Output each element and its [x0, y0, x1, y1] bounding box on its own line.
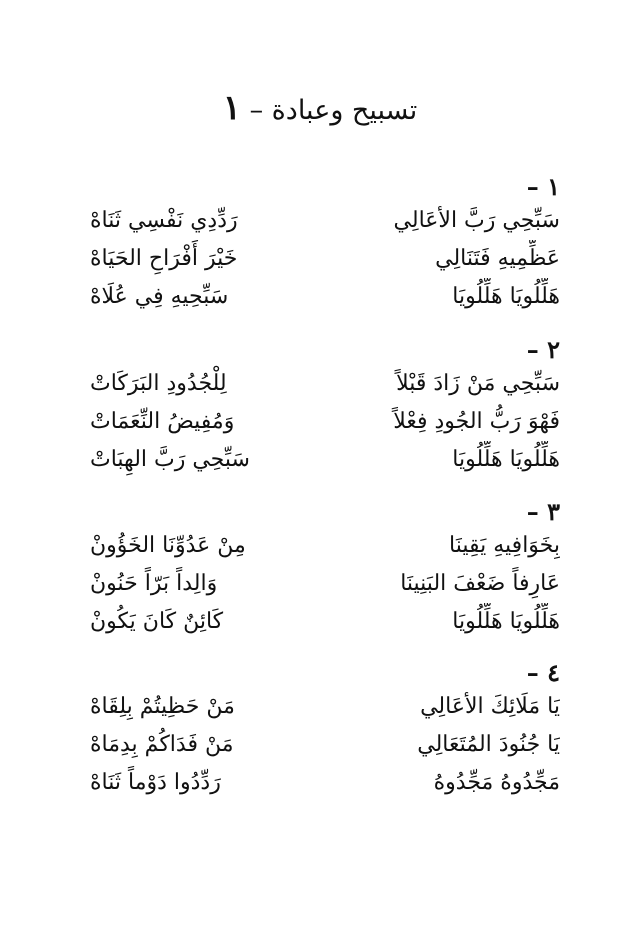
- verse-line: [90, 565, 560, 603]
- stanza-number: ٢ –: [526, 335, 560, 364]
- verse-first-hemistich: سَبِّحِي رَبَّ الأعَالِي: [393, 208, 560, 233]
- verse-line: [90, 365, 560, 403]
- verse-second-hemistich: خَيْرَ أَفْرَاحِ الحَيَاهْ: [90, 246, 238, 271]
- stanza-2: [90, 335, 560, 479]
- verse-second-hemistich: وَالِداً بَرّاً حَنُونْ: [90, 571, 218, 596]
- verse-first-hemistich: هَلِّلُويَا هَلِّلُويَا: [452, 284, 560, 309]
- verse-second-hemistich: لِلْجُدُودِ البَرَكَاتْ: [90, 371, 227, 396]
- verse-first-hemistich: بِخَوَافِيهِ يَقِينَا: [449, 533, 560, 558]
- verse-second-hemistich: رَدِّدِي نَفْسِي ثَنَاهْ: [90, 208, 238, 233]
- verse-line: [90, 441, 560, 479]
- stanza-4: [90, 658, 560, 802]
- verse-line: [90, 688, 560, 726]
- verse-first-hemistich: يَا جُنُودَ المُتَعَالِي: [417, 732, 560, 757]
- stanza-number: ١ –: [526, 172, 560, 201]
- verse-second-hemistich: مِنْ عَدُوِّنَا الخَؤُونْ: [90, 533, 246, 558]
- hymn-number: ١: [222, 88, 241, 128]
- verse-second-hemistich: رَدِّدُوا دَوْماً ثَنَاهْ: [90, 770, 221, 795]
- verse-line: [90, 403, 560, 441]
- verse-second-hemistich: مَنْ حَظِيتُمْ بِلِقَاهْ: [90, 694, 235, 719]
- verse-first-hemistich: مَجِّدُوهُ مَجِّدُوهُ: [433, 770, 560, 795]
- verse-second-hemistich: مَنْ فَدَاكُمْ بِدِمَاهْ: [90, 732, 234, 757]
- stanza-number: ٤ –: [526, 658, 560, 687]
- verse-first-hemistich: يَا مَلَائِكَ الأعَالِي: [420, 694, 560, 719]
- verse-first-hemistich: هَلِّلُويَا هَلِّلُويَا: [452, 609, 560, 634]
- verse-second-hemistich: سَبِّحِيهِ فِي عُلَاهْ: [90, 284, 229, 309]
- hymn-title-text: تسبيح وعبادة –: [249, 95, 418, 126]
- verse-line: [90, 202, 560, 240]
- verse-second-hemistich: سَبِّحِي رَبَّ الهِبَاتْ: [90, 447, 250, 472]
- verse-line: [90, 240, 560, 278]
- verse-first-hemistich: هَلِّلُويَا هَلِّلُويَا: [452, 447, 560, 472]
- verse-first-hemistich: سَبِّحِي مَنْ زَادَ قَبْلاً: [396, 371, 560, 396]
- verse-first-hemistich: عَارِفاً ضَعْفَ البَنِينَا: [400, 571, 560, 596]
- hymn-title: [0, 88, 640, 131]
- verse-line: [90, 726, 560, 764]
- verse-second-hemistich: وَمُفِيضُ النِّعَمَاتْ: [90, 409, 235, 434]
- verse-first-hemistich: عَظِّمِيهِ فَتَنَالِي: [435, 246, 560, 271]
- verse-line: [90, 603, 560, 641]
- stanza-3: [90, 497, 560, 641]
- verse-line: [90, 278, 560, 316]
- stanza-number: ٣ –: [526, 497, 560, 526]
- verse-line: [90, 764, 560, 802]
- verse-line: [90, 527, 560, 565]
- verse-first-hemistich: فَهْوَ رَبُّ الجُودِ فِعْلاً: [393, 409, 560, 434]
- stanza-1: [90, 172, 560, 316]
- verse-second-hemistich: كَائِنٌ كَانَ يَكُونْ: [90, 609, 224, 634]
